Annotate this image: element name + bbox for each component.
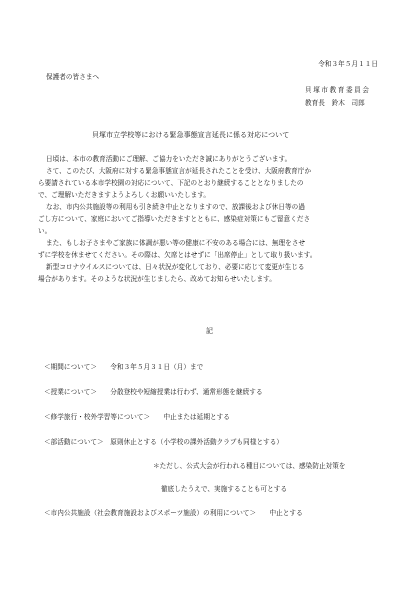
item-club-activities: ＜部活動について＞ 原則休止とする（小学校の課外活動クラブも同様とする） [44,438,284,446]
body-line: ごし方について、家庭においてご指導いただきますとともに、感染症対策にもご留意くださ [38,215,311,223]
document-title: 貝塚市立学校等における緊急事態宣言延長に係る対応について [92,131,290,139]
body-line: 日頃は、本市の教育活動にご理解、ご協力をいただき誠にありがとうございます。 [46,155,292,163]
item-period: ＜期間について＞ 令和３年５月３１日（月）まで [44,363,204,371]
date: 令和３年５月１１日 [318,60,378,68]
ki-heading: 記 [206,327,214,335]
sender-org: 貝塚市教育委員会 [305,86,371,94]
body-line: で、ご理解いただきますようよろしくお願いいたします。 [38,191,211,199]
body-line: ら要請されている本市学校園の対応について、下記のとおり継続することとなりましたの [38,179,304,187]
body-line: また、もしお子さまやご家族に体調が悪い等の健康に不安のある場合には、無理をさせ [46,239,306,247]
body-line: ずに学校を休ませてください。その際は、欠席とはせずに「出席停止」として取り扱います。 [38,251,317,259]
body-line: 場合があります。そのような状況が生じましたら、改めてお知らせいたします。 [38,275,276,283]
item-school-trips: ＜修学旅行・校外学習等について＞ 中止または延期とする [44,413,230,421]
body-line: 新型コロナウイルスについては、日々状況が変化しており、必要に応じて変更が生じる [46,263,305,271]
item-club-note-1: ＊ただし、公式大会が行われる種目については、感染防止対策を [153,462,346,470]
item-classes: ＜授業について＞ 分散登校や短縮授業は行わず、通常形態を継続する [44,388,263,396]
item-club-note-2: 徹底したうえで、実施することも可とする [161,485,288,493]
recipient: 保護者の皆さまへ [46,73,100,81]
body-line: い。 [38,227,52,235]
sender-person: 教育長 鈴木 司郎 [305,99,365,107]
body-line: なお、市内公共施設等の利用も引き続き中止となりますので、放課後および休日等の過 [46,203,305,211]
item-public-facilities: ＜市内公共施設（社会教育施設およびスポーツ施設）の利用について＞ 中止とする [44,509,303,517]
body-line: さて、このたび、大阪府に対する緊急事態宣言が延長されたことを受け、大阪府教育庁か [46,167,312,175]
